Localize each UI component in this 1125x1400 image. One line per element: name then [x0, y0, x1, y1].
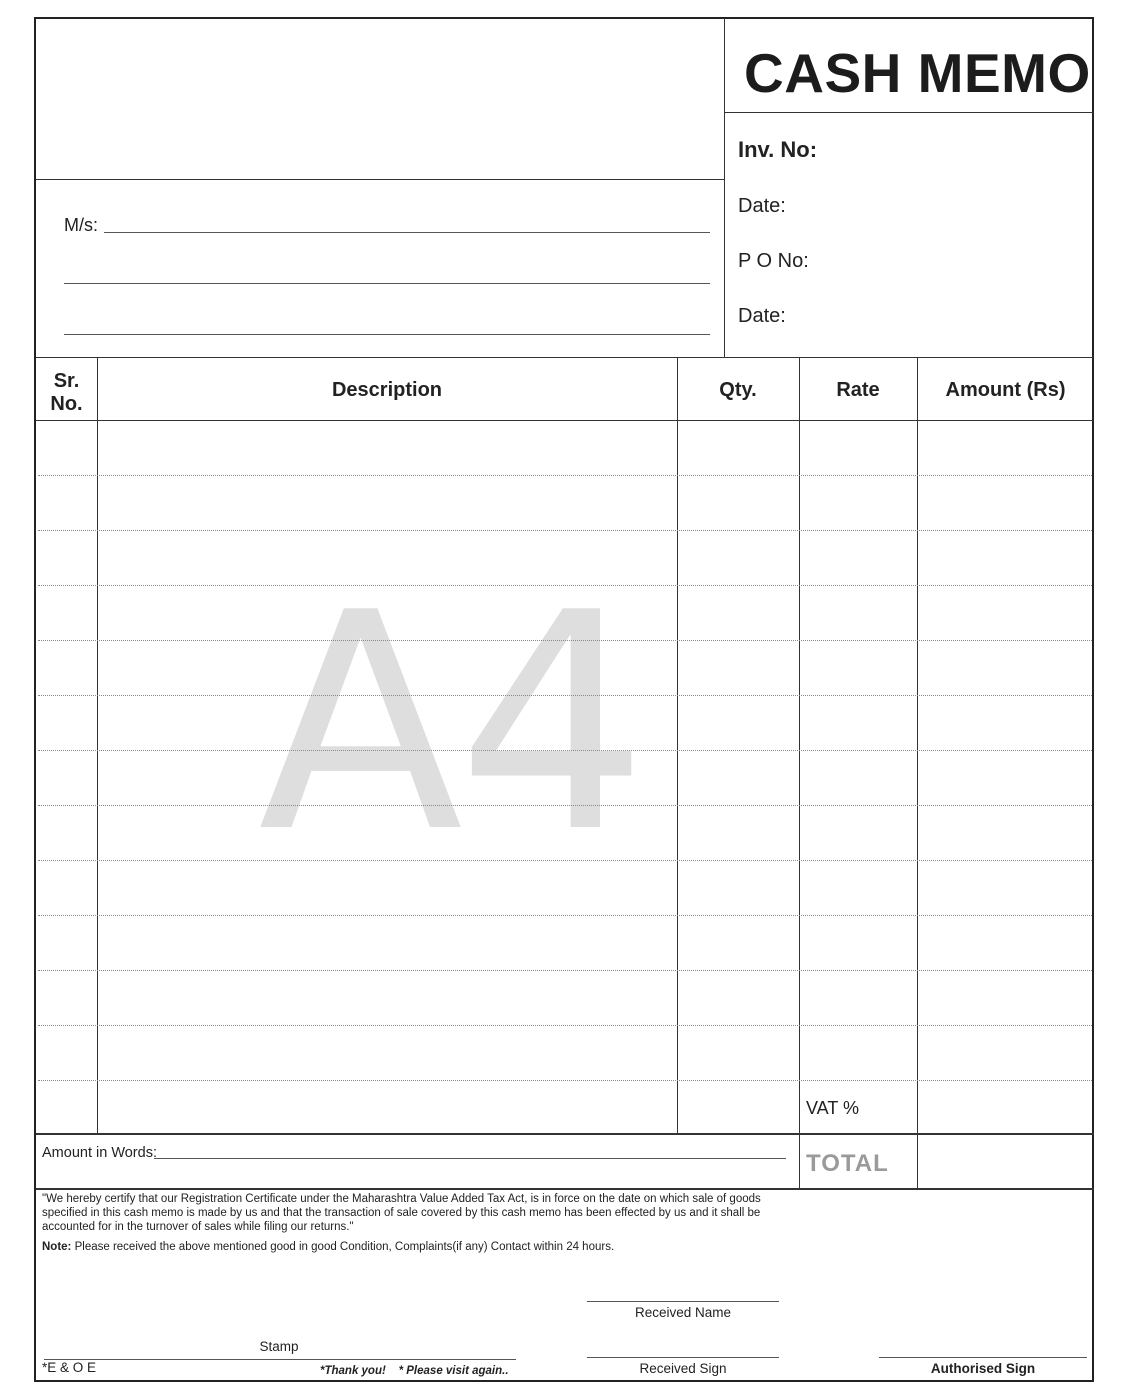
customer-line-1[interactable]	[104, 232, 710, 233]
visit-again: * Please visit again..	[398, 1365, 509, 1377]
po-number-label: P O No:	[738, 250, 809, 272]
sr-no-header-line1: Sr.	[53, 370, 80, 392]
authorised-sign-label: Authorised Sign	[930, 1361, 1036, 1376]
col-divider-qty	[799, 357, 800, 1189]
header-bottom-line	[36, 357, 1094, 358]
row-line-11	[38, 1025, 1092, 1026]
eoe-label: *E & O E	[42, 1360, 97, 1375]
certificate-text: "We hereby certify that our Registration Certificate under the Maharashtra Value Added Tax Act, is in force on the date on which sale of goods specified in this cash memo is made by us and that the transaction of sale covered by this cash memo has been effected by us and it shall be accounted for in the turnover of sales while filing our returns."	[42, 1193, 761, 1233]
vat-label: VAT %	[806, 1098, 860, 1118]
row-line-2	[38, 530, 1092, 531]
row-line-7	[38, 805, 1092, 806]
note-label: Note:	[42, 1241, 72, 1253]
row-line-10	[38, 970, 1092, 971]
thank-you-text	[320, 1364, 509, 1378]
header-divider	[724, 19, 725, 357]
received-name-label: Received Name	[634, 1305, 732, 1320]
qty-header: Qty.	[719, 379, 757, 401]
total-label: TOTAL	[806, 1150, 889, 1177]
total-bottom-line	[36, 1188, 1094, 1190]
po-date-label: Date:	[738, 305, 786, 327]
row-line-4	[38, 640, 1092, 641]
note-text	[42, 1240, 942, 1254]
authorised-sign-line[interactable]	[879, 1357, 1087, 1358]
col-divider-desc	[677, 357, 678, 1133]
received-sign-line[interactable]	[587, 1357, 779, 1358]
row-line-5	[38, 695, 1092, 696]
logo-area-divider	[36, 179, 724, 180]
sr-no-header-line2: No.	[50, 393, 83, 415]
amount-in-words-label: Amount in Words:	[42, 1145, 157, 1161]
note-body: Please received the above mentioned good in good Condition, Complaints(if any) Contact within 24 hours.	[74, 1241, 615, 1253]
cash-memo-form	[34, 17, 1094, 1382]
received-name-line[interactable]	[587, 1301, 779, 1302]
table-header-bottom-line	[36, 420, 1094, 421]
received-sign-label: Received Sign	[639, 1361, 727, 1376]
rate-header: Rate	[836, 379, 880, 401]
customer-line-2[interactable]	[64, 283, 710, 284]
page-title: CASH MEMO	[744, 42, 1091, 104]
watermark-a4: A4	[258, 549, 643, 898]
customer-line-3[interactable]	[64, 334, 710, 335]
title-underline	[724, 112, 1094, 113]
stamp-line[interactable]	[44, 1359, 516, 1360]
amount-in-words-line[interactable]	[154, 1158, 786, 1159]
row-line-9	[38, 915, 1092, 916]
description-header: Description	[331, 379, 443, 401]
stamp-label: Stamp	[259, 1339, 299, 1354]
invoice-number-label: Inv. No:	[738, 137, 818, 162]
date-label: Date:	[738, 195, 786, 217]
customer-label: M/s:	[64, 215, 98, 235]
row-line-6	[38, 750, 1092, 751]
amount-header: Amount (Rs)	[945, 379, 1066, 401]
table-bottom-line	[36, 1133, 1094, 1135]
row-line-1	[38, 475, 1092, 476]
sr-no-header	[36, 370, 97, 416]
row-line-8	[38, 860, 1092, 861]
row-line-12	[38, 1080, 1092, 1081]
col-divider-rate	[917, 357, 918, 1189]
col-divider-sr	[97, 357, 98, 1133]
thank-you: *Thank you!	[320, 1365, 386, 1377]
row-line-3	[38, 585, 1092, 586]
